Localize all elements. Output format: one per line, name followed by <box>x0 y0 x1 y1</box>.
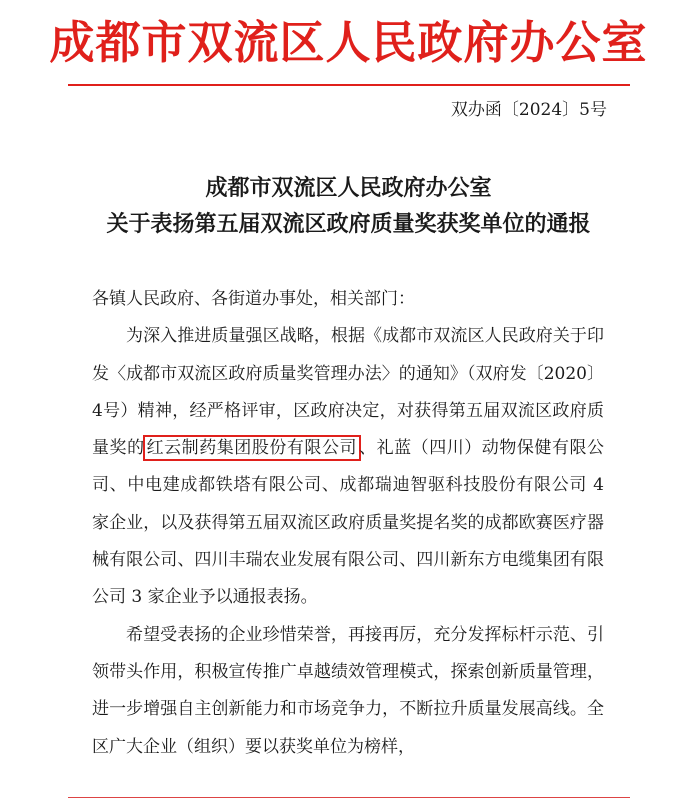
red-divider-rule <box>68 84 630 86</box>
paragraph-1 <box>92 318 604 616</box>
document-title <box>0 170 697 242</box>
highlighted-company-name: 红云制药集团股份有限公司 <box>143 435 361 461</box>
paragraph-1-text-before: 为深入推进质量强区战略，根据《成都市双流区人民政府关于印发〈成都市双流区政府质量奖管理办法〉的通知》（双府发〔2020〕4号）精神，经严格评审，区政府决定，对获得第五届双流区政府质量奖的 <box>92 326 604 459</box>
document-title-line-2: 关于表扬第五届双流区政府质量奖获奖单位的通报 <box>106 211 591 237</box>
paragraph-1-text-after: 、礼蓝（四川）动物保健有限公司、中电建成都铁塔有限公司、成都瑞迪智驱科技股份有限公司 4 家企业，以及获得第五届双流区政府质量奖提名奖的成都欧赛医疗器械有限公司、四川丰瑞农业发展有限公司、四川新东方电缆集团有限公司 3 家企业予以通报表扬。 <box>92 438 605 608</box>
document-number: 双办函〔2024〕5号 <box>450 100 607 120</box>
document-body <box>92 281 604 766</box>
document-title-line-1: 成都市双流区人民政府办公室 <box>205 175 492 201</box>
page-bottom-rule <box>68 797 630 798</box>
issuing-authority-header: 成都市双流区人民政府办公室 <box>49 16 648 69</box>
salutation: 各镇人民政府、各街道办事处，相关部门： <box>92 289 415 309</box>
paragraph-2: 希望受表扬的企业珍惜荣誉，再接再厉，充分发挥标杆示范、引领带头作用，积极宣传推广卓越绩效管理模式，探索创新质量管理，进一步增强自主创新能力和市场竞争力，不断拉升质量发展高线。全区广大企业（组织）要以获奖单位为榜样， <box>92 624 604 757</box>
